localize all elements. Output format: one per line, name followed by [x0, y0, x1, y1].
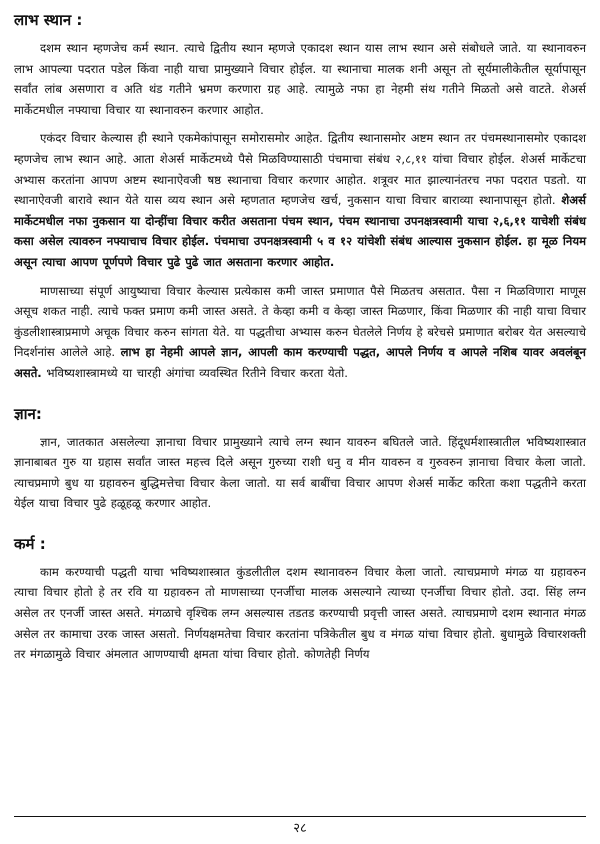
- karma-paragraph-1: काम करण्याची पद्धती याचा भविष्यशास्त्रात कुंडलीतील दशम स्थानावरुन विचार केला जातो. त्याचप्रमाणे मंगळ या ग्रहावरुन त्याचा विचार होतो हे तर रवि या ग्रहावरुन तो माणसाच्या एनर्जीचा मालक असल्याने त्याच्या एनर्जीचा विचार होतो. उदा. सिंह लग्न असेल तर एनर्जी जास्त असते. मंगळाचे वृश्चिक लग्न असल्यास तडतड करण्याची प्रवृत्ती जास्त असते. त्याचप्रमाणे दशम स्थानात मंगळ असेल तर कामाचा उरक जास्त असतो. निर्णयक्षमतेचा विचार करतांना पत्रिकेतील बुध व मंगळ यांचा विचार होतो. बुधामुळे विचारशक्ती तर मंगळामुळे विचार अंमलात आणण्याची क्षमता यांचा विचार होतो. कोणतेही निर्णय: [14, 564, 586, 662]
- labh-paragraph-3-bold: लाभ हा नेहमी आपले ज्ञान, आपली काम करण्याची पद्धत, आपले निर्णय व आपले नशिब यावर अवलंबून असते.: [14, 345, 586, 380]
- section-gap: [14, 392, 586, 404]
- document-page: [14, 10, 586, 669]
- section-heading-karma: कर्म :: [14, 534, 46, 553]
- page-number: २८: [293, 821, 307, 836]
- gyan-paragraph-1: ज्ञान, जातकात असलेल्या ज्ञानाचा विचार प्रामुख्याने त्याचे लग्न स्थान यावरुन बघितले जाते. हिंदूधर्मशास्त्रातील भविष्यशास्त्रात ज्ञानाबाबत गुरु या ग्रहास सर्वांत जास्त महत्त्व दिले असून गुरुच्या राशी धनु व मीन यावरुन व गुरुवरुन ज्ञानाचा विचार केला जातो. त्याचप्रमाणे बुध या ग्रहावरुन बुद्धिमत्तेचा विचार केला जातो. या सर्व बाबींचा विचार आपण शेअर्स मार्केट करिता कशा पद्धतीने करता येईल याचा विचार पुढे हळूहळू करणार आहोत.: [14, 434, 586, 511]
- labh-paragraph-2: [14, 128, 586, 272]
- labh-paragraph-1: दशम स्थान म्हणजेच कर्म स्थान. त्याचे द्वितीय स्थान म्हणजे एकादश स्थान यास लाभ स्थान असे संबोधले जाते. या स्थानावरुन लाभ आपल्या पदरात पडेल किंवा नाही याचा प्रामुख्याने विचार होईल. या स्थानाचा मालक शनी असून तो सूर्यमालीकेतील सूर्यापासून सर्वांत लांब असणारा व अति थंड गतीने भ्रमण करणारा ग्रह आहे. त्यामुळे नफा हा नेहमी संथ गतीने मिळतो असे वाटते. शेअर्स मार्केटमधील नफ्याचा विचार या स्थानावरुन करणार आहोत.: [14, 41, 586, 117]
- footer-rule: [14, 816, 586, 817]
- labh-paragraph-3-tail: भविष्यशास्त्रामध्ये या चारही अंगांचा व्यवस्थित रितीने विचार करता येतो.: [41, 365, 348, 380]
- labh-paragraph-3: [14, 281, 586, 384]
- labh-paragraph-2-bold: शेअर्स मार्केटमधील नफा नुकसान या दोन्हींचा विचार करीत असताना पंचम स्थान, पंचम स्थानाचा उपनक्षत्रस्वामी याचा २,६,११ याचेशी संबंध कसा असेल त्यावरुन नफ्याचाच विचार होईल. पंचमाचा उपनक्षत्रस्वामी ५ व १२ यांचेशी संबंध आल्यास नुकसान होईल. हा मूळ नियम असून त्याचा आपण पूर्णपणे विचार पुढे पुढे जात असताना करणार आहोत.: [14, 193, 586, 269]
- section-heading-labh: लाभ स्थान :: [14, 11, 83, 29]
- section-gap: [14, 522, 586, 534]
- section-heading-gyan: ज्ञान:: [14, 404, 42, 423]
- labh-paragraph-3-text: माणसाच्या संपूर्ण आयुष्याचा विचार केल्यास प्रत्येकास कमी जास्त प्रमाणात पैसे मिळतच असतात. पैसा न मिळविणारा माणूस असूच शकत नाही. त्याचे फक्त प्रमाण कमी जास्त असते. ते केव्हा कमी व केव्हा जास्त मिळणार, किंवा मिळणार की नाही याचा विचार कुंडलीशास्त्राप्रमाणे अचूक विचार करुन सांगता येते. या पद्धतीचा अभ्यास करुन घेतलेले निर्णय हे बरेचसे प्रमाणात बरोबर येत असल्याचे निदर्शनांस आलेले आहे.: [14, 283, 586, 360]
- labh-paragraph-2-text: एकंदर विचार केल्यास ही स्थाने एकमेकांपासून समोरासमोर आहेत. द्वितीय स्थानासमोर अष्टम स्थान तर पंचमस्थानासमोर एकादश म्हणजेच लाभ स्थान आहे. आता शेअर्स मार्केटमध्ये पैसे मिळविण्यासाठी पंचमाचा संबंध २,८,११ यांचा विचार होईल. शेअर्स मार्केटचा अभ्यास करतांना आपण अष्टम स्थानाऐवजी षष्ठ स्थानाचा विचार करणार आहोत. शत्रूवर मात झाल्यानंतरच नफा पदरात पडतो. या स्थानाऐवजी बारावे स्थान येते यास व्यय स्थान असे म्हणतात म्हणजेच खर्च, नुकसान याचा विचार बाराव्या स्थानापासून होतो.: [14, 131, 586, 208]
